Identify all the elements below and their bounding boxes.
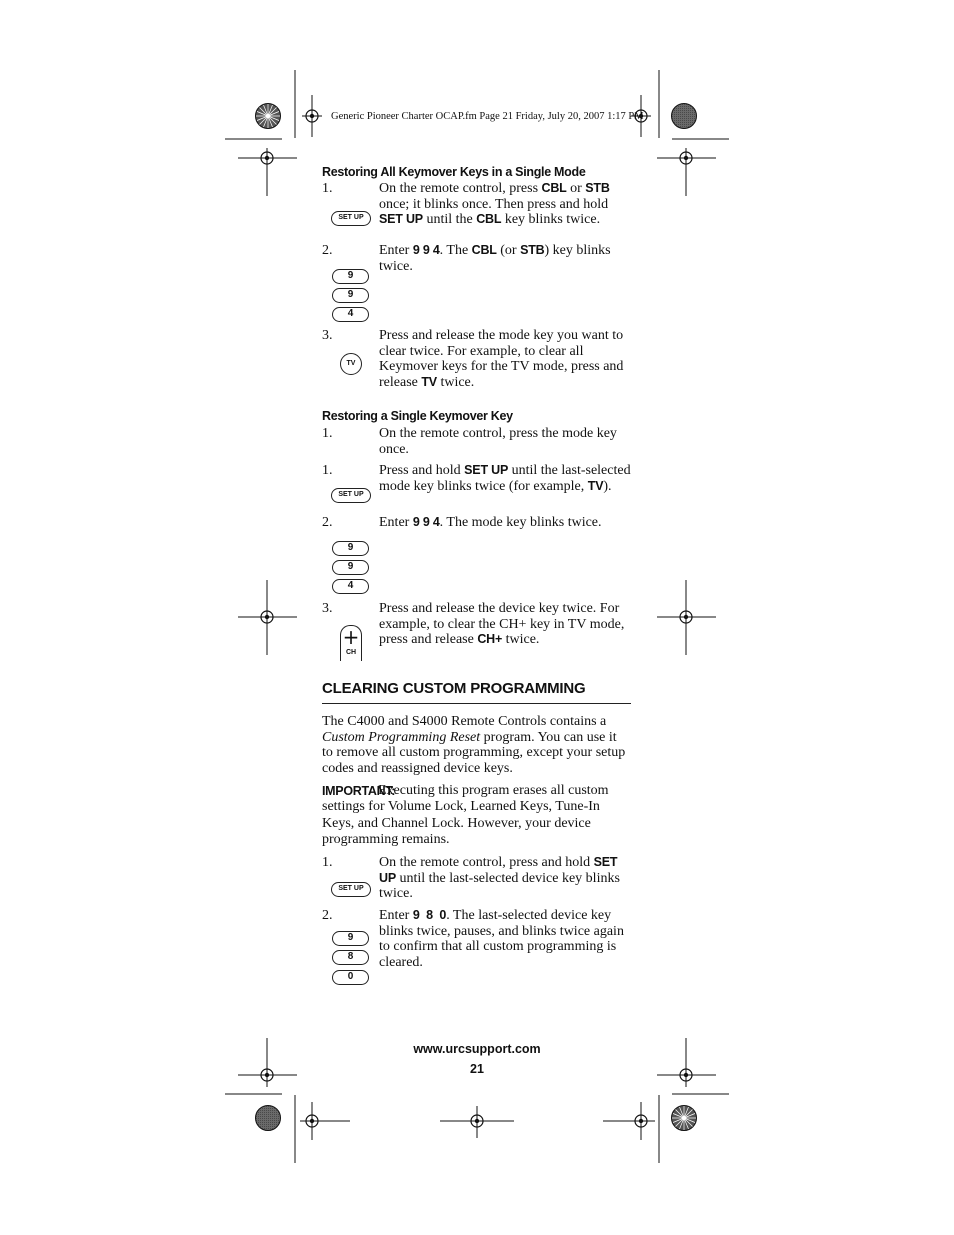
key-sequence: 9 9 4 (412, 515, 440, 529)
program-name: Custom Programming Reset (322, 729, 481, 745)
file-info-header: Generic Pioneer Charter OCAP.fm Page 21 Friday, July 20, 2007 1:17 PM (331, 111, 644, 122)
step-text: Enter 9 9 4. The mode key blinks twice. (379, 515, 602, 530)
digit-9-key-icon: 9 (332, 269, 369, 284)
key-label-cbl: CBL (471, 243, 497, 257)
key-label-tv: TV (421, 374, 437, 389)
digit-9-key-icon: 9 (332, 541, 369, 556)
key-label-cbl: CBL (541, 181, 567, 195)
section-heading-restore-single: Restoring a Single Keymover Key (322, 409, 513, 423)
step-number: 2. (322, 515, 333, 530)
key-label-stb: STB (585, 181, 610, 195)
digit-4-key-icon: 4 (332, 307, 369, 322)
step-text: On the remote control, press CBL or STB once; it blinks once. Then press and hold SET UP until the CBL key blinks twice. (379, 181, 610, 228)
intro-paragraph: The C4000 and S4000 Remote Controls contains a Custom Programming Reset program. You can use it to remove all custom programming, except your setup codes and reassigned device keys. (322, 714, 626, 776)
key-label-cbl: CBL (476, 212, 502, 227)
step-text: Press and release the mode key you want to clear twice. For example, to clear all Keymover keys for the TV mode, press and release TV twice. (379, 328, 624, 390)
step-number: 3. (322, 328, 333, 343)
digit-9-key-icon: 9 (332, 560, 369, 575)
important-note: Executing this program erases all custom settings for Volume Lock, Learned Keys, Tune-In Keys, and Channel Lock. However, your device programming remains. (322, 783, 609, 847)
plus-icon: + (342, 625, 360, 649)
key-label-setup: SET UP (379, 212, 423, 227)
page-number: 21 (470, 1062, 484, 1076)
digit-9-key-icon: 9 (332, 288, 369, 303)
step-number: 1. (322, 181, 333, 196)
step-number: 2. (322, 908, 333, 923)
section-heading-clearing-custom: CLEARING CUSTOM PROGRAMMING (322, 680, 586, 697)
key-label-setup: SET UP (464, 463, 509, 477)
step-number: 3. (322, 601, 333, 616)
digit-9-key-icon: 9 (332, 931, 369, 946)
key-label-tv: TV (587, 478, 604, 493)
step-text: Enter 9 9 4. The CBL (or STB) key blinks twice. (379, 243, 611, 274)
section-heading-restore-all: Restoring All Keymover Keys in a Single Mode (322, 165, 586, 179)
step-number: 1. (322, 463, 333, 478)
key-sequence: 9 9 4 (412, 243, 440, 257)
ch-label: CH (345, 649, 357, 656)
step-text: On the remote control, press and hold SET UP until the last-selected device key blinks twice. (379, 855, 620, 902)
digit-8-key-icon: 8 (332, 950, 369, 965)
setup-key-icon: SET UP (331, 211, 371, 226)
step-number: 1. (322, 426, 333, 441)
step-number: 2. (322, 243, 333, 258)
key-label-setup: SET UP (379, 855, 618, 885)
important-label: IMPORTANT: (322, 784, 396, 798)
heading-rule (322, 703, 631, 704)
digit-4-key-icon: 4 (332, 579, 369, 594)
tv-key-icon: TV (340, 353, 362, 375)
key-label-ch-plus: CH+ (477, 632, 503, 647)
step-text: On the remote control, press the mode key once. (379, 426, 617, 457)
digit-0-key-icon: 0 (332, 970, 369, 985)
support-url: www.urcsupport.com (413, 1042, 541, 1056)
step-number: 1. (322, 855, 333, 870)
setup-key-icon: SET UP (331, 882, 371, 897)
setup-key-icon: SET UP (331, 488, 371, 503)
step-text: Press and release the device key twice. For example, to clear the CH+ key in TV mode, press and release CH+ twice. (379, 601, 625, 648)
step-text: Press and hold SET UP until the last-selected mode key blinks twice (for example, TV). (379, 463, 631, 494)
ch-plus-key-icon (340, 625, 362, 661)
key-label-stb: STB (520, 243, 545, 257)
key-sequence: 9 8 0 (412, 908, 447, 922)
step-text: Enter 9 8 0. The last-selected device key blinks twice, pauses, and blinks twice again to confirm that all custom programming is cleared. (379, 908, 624, 970)
